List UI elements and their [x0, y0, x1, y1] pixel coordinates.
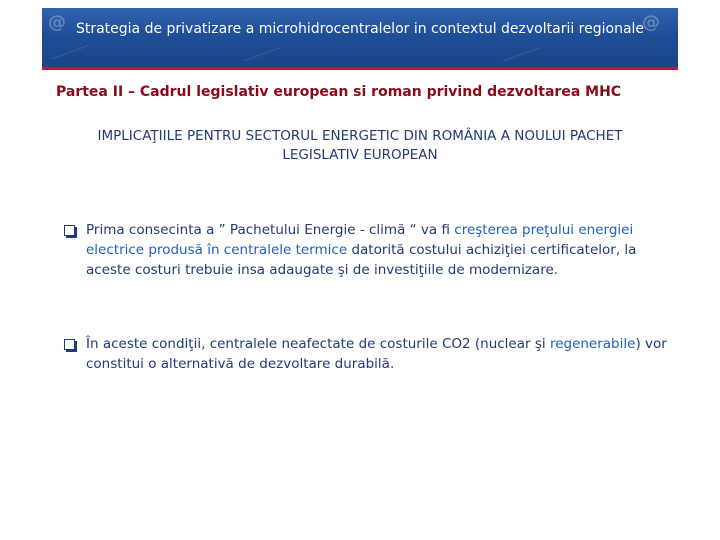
bullet-item	[60, 220, 680, 280]
checkbox-bullet-icon	[64, 225, 75, 236]
bullet-highlight: creşterea preţului energiei electrice produsă în centralele termice	[86, 222, 634, 258]
banner-watermark: ──────	[48, 39, 91, 66]
watermark-at-icon: @	[48, 12, 66, 33]
bullet-text: Prima consecinta a ” Pachetului Energie - climă “ va fi	[86, 222, 455, 238]
title-banner	[42, 8, 678, 70]
checkbox-bullet-icon	[64, 339, 75, 350]
watermark-at-icon: @	[642, 12, 660, 33]
section-subtitle: Partea II – Cadrul legislativ european si roman privind dezvoltarea MHC	[56, 84, 622, 100]
bullet-item	[60, 334, 680, 374]
bullet-text: În aceste condiţii, centralele neafectate de costurile CO2 (nuclear şi	[86, 336, 550, 352]
bullet-text: datorită costului achiziţiei certificatelor, la aceste costuri trebuie insa adaugate şi de investiţiile de modernizare.	[86, 242, 637, 278]
bullet-highlight: regenerabile	[549, 336, 636, 352]
section-heading: IMPLICAŢIILE PENTRU SECTORUL ENERGETIC DIN ROMÂNIA A NOULUI PACHET LEGISLATIV EUROPEAN	[97, 128, 623, 163]
banner-watermark: ──────	[500, 41, 543, 68]
banner-watermark: ──────	[240, 41, 283, 68]
bullet-text: ) vor constitui o alternativă de dezvoltare durabilă.	[86, 336, 667, 372]
page-title: Strategia de privatizare a microhidrocentralelor in contextul dezvoltarii regionale	[75, 21, 645, 37]
bullet-list	[60, 220, 680, 372]
